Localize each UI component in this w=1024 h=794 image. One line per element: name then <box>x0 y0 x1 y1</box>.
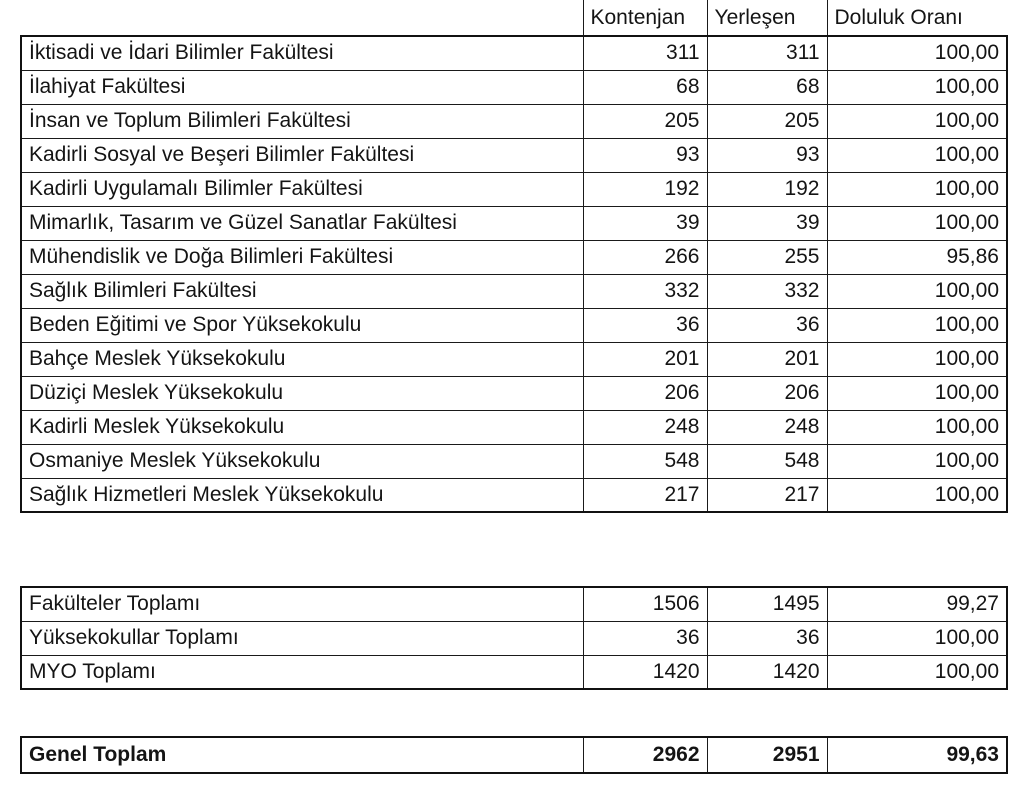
yerlesen-value: 332 <box>707 274 827 308</box>
kontenjan-value: 1506 <box>583 587 707 621</box>
header-yerlesen: Yerleşen <box>707 0 827 36</box>
grand-total-table <box>20 736 1008 774</box>
doluluk-value: 100,00 <box>827 621 1007 655</box>
kontenjan-value: 93 <box>583 138 707 172</box>
unit-name: Kadirli Sosyal ve Beşeri Bilimler Fakültesi <box>21 138 583 172</box>
yerlesen-value: 217 <box>707 478 827 512</box>
doluluk-value: 100,00 <box>827 376 1007 410</box>
doluluk-value: 100,00 <box>827 308 1007 342</box>
grand-total-yerlesen: 2951 <box>707 737 827 773</box>
doluluk-value: 100,00 <box>827 70 1007 104</box>
unit-name: Mühendislik ve Doğa Bilimleri Fakültesi <box>21 240 583 274</box>
table-row <box>21 342 1007 376</box>
yerlesen-value: 201 <box>707 342 827 376</box>
unit-name: Osmaniye Meslek Yüksekokulu <box>21 444 583 478</box>
yerlesen-value: 36 <box>707 621 827 655</box>
doluluk-value: 100,00 <box>827 478 1007 512</box>
unit-name: Sağlık Bilimleri Fakültesi <box>21 274 583 308</box>
doluluk-value: 100,00 <box>827 444 1007 478</box>
table-header-row <box>21 0 1007 36</box>
kontenjan-value: 1420 <box>583 655 707 689</box>
doluluk-value: 100,00 <box>827 206 1007 240</box>
doluluk-value: 95,86 <box>827 240 1007 274</box>
header-kontenjan: Kontenjan <box>583 0 707 36</box>
unit-name: Düziçi Meslek Yüksekokulu <box>21 376 583 410</box>
table-row <box>21 376 1007 410</box>
unit-name: Bahçe Meslek Yüksekokulu <box>21 342 583 376</box>
unit-name: İktisadi ve İdari Bilimler Fakültesi <box>21 36 583 70</box>
table-row <box>21 444 1007 478</box>
unit-name: Kadirli Meslek Yüksekokulu <box>21 410 583 444</box>
kontenjan-value: 192 <box>583 172 707 206</box>
yerlesen-value: 311 <box>707 36 827 70</box>
doluluk-value: 100,00 <box>827 36 1007 70</box>
yerlesen-value: 39 <box>707 206 827 240</box>
kontenjan-value: 266 <box>583 240 707 274</box>
kontenjan-value: 332 <box>583 274 707 308</box>
kontenjan-value: 68 <box>583 70 707 104</box>
yerlesen-value: 548 <box>707 444 827 478</box>
doluluk-value: 100,00 <box>827 138 1007 172</box>
yerlesen-value: 248 <box>707 410 827 444</box>
kontenjan-value: 217 <box>583 478 707 512</box>
table-row <box>21 172 1007 206</box>
grand-total-kontenjan: 2962 <box>583 737 707 773</box>
header-doluluk: Doluluk Oranı <box>827 0 1007 36</box>
table-row <box>21 104 1007 138</box>
table-row <box>21 240 1007 274</box>
table-row <box>21 36 1007 70</box>
yerlesen-value: 205 <box>707 104 827 138</box>
header-empty-cell <box>21 0 583 36</box>
table-row <box>21 206 1007 240</box>
kontenjan-value: 311 <box>583 36 707 70</box>
yerlesen-value: 192 <box>707 172 827 206</box>
kontenjan-value: 36 <box>583 308 707 342</box>
kontenjan-value: 39 <box>583 206 707 240</box>
unit-name: İlahiyat Fakültesi <box>21 70 583 104</box>
kontenjan-value: 205 <box>583 104 707 138</box>
grand-total-doluluk: 99,63 <box>827 737 1007 773</box>
doluluk-value: 100,00 <box>827 342 1007 376</box>
yerlesen-value: 36 <box>707 308 827 342</box>
doluluk-value: 100,00 <box>827 655 1007 689</box>
kontenjan-value: 248 <box>583 410 707 444</box>
kontenjan-value: 548 <box>583 444 707 478</box>
yerlesen-value: 206 <box>707 376 827 410</box>
kontenjan-value: 201 <box>583 342 707 376</box>
doluluk-value: 99,27 <box>827 587 1007 621</box>
doluluk-value: 100,00 <box>827 410 1007 444</box>
table-row <box>21 138 1007 172</box>
subtotal-row <box>21 621 1007 655</box>
subtotal-name: MYO Toplamı <box>21 655 583 689</box>
yerlesen-value: 1420 <box>707 655 827 689</box>
kontenjan-value: 36 <box>583 621 707 655</box>
subtotal-row <box>21 655 1007 689</box>
table-row <box>21 308 1007 342</box>
kontenjan-value: 206 <box>583 376 707 410</box>
subtotal-row <box>21 587 1007 621</box>
subtotal-name: Fakülteler Toplamı <box>21 587 583 621</box>
subtotals-table <box>20 586 1008 690</box>
table-row <box>21 274 1007 308</box>
unit-name: Beden Eğitimi ve Spor Yüksekokulu <box>21 308 583 342</box>
placement-table <box>20 0 1008 513</box>
table-row <box>21 70 1007 104</box>
subtotal-name: Yüksekokullar Toplamı <box>21 621 583 655</box>
unit-name: İnsan ve Toplum Bilimleri Fakültesi <box>21 104 583 138</box>
yerlesen-value: 255 <box>707 240 827 274</box>
unit-name: Sağlık Hizmetleri Meslek Yüksekokulu <box>21 478 583 512</box>
doluluk-value: 100,00 <box>827 172 1007 206</box>
yerlesen-value: 68 <box>707 70 827 104</box>
doluluk-value: 100,00 <box>827 274 1007 308</box>
unit-name: Kadirli Uygulamalı Bilimler Fakültesi <box>21 172 583 206</box>
doluluk-value: 100,00 <box>827 104 1007 138</box>
table-row <box>21 478 1007 512</box>
yerlesen-value: 93 <box>707 138 827 172</box>
unit-name: Mimarlık, Tasarım ve Güzel Sanatlar Fakültesi <box>21 206 583 240</box>
grand-total-row <box>21 737 1007 773</box>
grand-total-name: Genel Toplam <box>21 737 583 773</box>
yerlesen-value: 1495 <box>707 587 827 621</box>
table-row <box>21 410 1007 444</box>
